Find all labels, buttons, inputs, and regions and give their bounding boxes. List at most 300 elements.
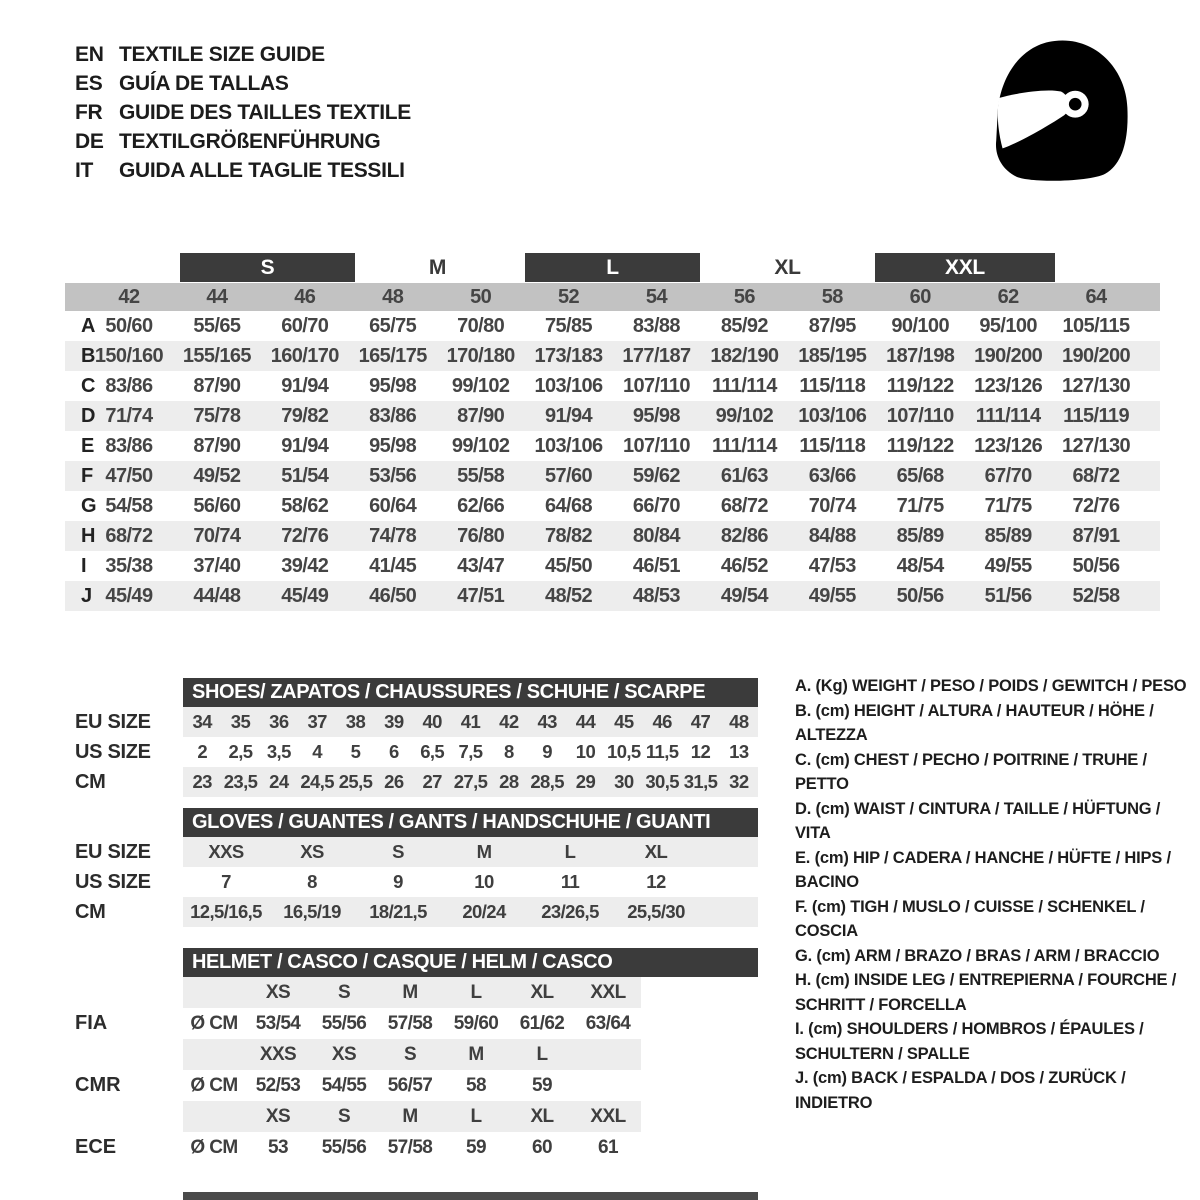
- size-row: [183, 707, 758, 737]
- size-value: 107/110: [622, 434, 690, 457]
- size-value: 72/76: [281, 524, 329, 547]
- size-value: 111/114: [711, 374, 777, 397]
- gloves-row-labels: [75, 837, 151, 927]
- table-row: [65, 491, 1160, 521]
- guide-title: TEXTILE SIZE GUIDE: [119, 42, 325, 66]
- size-value: 32: [729, 771, 749, 792]
- size-value: 57/60: [545, 464, 593, 487]
- size-value: 18/21,5: [369, 901, 427, 922]
- language-row: [75, 156, 411, 185]
- size-row: [183, 737, 758, 767]
- size-value: 71/74: [105, 404, 153, 427]
- size-label-xxl: XXL: [875, 253, 1055, 282]
- size-value: 59/62: [632, 464, 680, 487]
- size-value: 99/102: [451, 374, 510, 397]
- cutoff-section-bar: [183, 1192, 758, 1200]
- size-value: 9: [542, 741, 552, 762]
- size-value: 83/86: [105, 374, 153, 397]
- size-value: M: [476, 841, 492, 862]
- helmet-value: 55/56: [321, 1012, 367, 1034]
- size-label-l: L: [525, 253, 700, 282]
- guide-title: GUIDA ALLE TAGLIE TESSILI: [119, 158, 405, 182]
- helmet-value: 57/58: [387, 1136, 433, 1158]
- numeric-size: 46: [294, 285, 316, 308]
- helmet-value-row: [183, 1008, 641, 1039]
- size-value: 87/95: [808, 314, 856, 337]
- helmet-value: 56/57: [387, 1074, 433, 1096]
- size-value: 187/198: [886, 344, 955, 367]
- helmet-icon: [982, 28, 1140, 193]
- size-value: 10: [474, 871, 494, 892]
- size-value: 36: [269, 711, 289, 732]
- helmet-size: XXL: [590, 1105, 626, 1127]
- row-letter: D: [81, 404, 96, 427]
- helmet-size-row: [183, 977, 641, 1008]
- size-value: 72/76: [1072, 494, 1120, 517]
- helmet-size: S: [337, 981, 351, 1003]
- size-value: 6,5: [420, 741, 445, 762]
- size-value: 107/110: [886, 404, 954, 427]
- size-value: 49/54: [720, 584, 768, 607]
- size-value: 41/45: [369, 554, 417, 577]
- shoes-row-labels: [75, 707, 151, 797]
- helmet-size: XS: [265, 981, 291, 1003]
- size-value: 26: [384, 771, 404, 792]
- size-value: 65/68: [896, 464, 944, 487]
- size-value: 82/86: [720, 524, 768, 547]
- size-value: 8: [503, 741, 514, 762]
- size-value: 99/102: [451, 434, 510, 457]
- size-value: 68/72: [1072, 464, 1120, 487]
- shoes-section-header: SHOES/ ZAPATOS / CHAUSSURES / SCHUHE / SCARPE: [183, 678, 758, 707]
- size-value: 87/90: [457, 404, 505, 427]
- table-row: [65, 581, 1160, 611]
- language-row: [75, 40, 411, 69]
- helmet-size: S: [403, 1043, 417, 1065]
- size-value: 48/52: [545, 584, 593, 607]
- size-value: 11,5: [645, 741, 679, 762]
- size-value: 46: [652, 711, 672, 732]
- row-letter: F: [81, 464, 94, 487]
- size-value: XS: [300, 841, 324, 862]
- table-row: [65, 551, 1160, 581]
- size-value: 103/106: [534, 434, 603, 457]
- legend-item: F. (cm) TIGH / MUSLO / CUISSE / SCHENKEL / COSCIA: [795, 897, 1145, 940]
- size-value: 85/92: [720, 314, 768, 337]
- helmet-size: XL: [530, 981, 554, 1003]
- row-letter: E: [81, 434, 95, 457]
- size-value: 47: [690, 711, 711, 732]
- size-value: 49/52: [193, 464, 241, 487]
- size-value: 75/78: [193, 404, 241, 427]
- helmet-size-row: [183, 1101, 641, 1132]
- helmet-value-row: [183, 1132, 641, 1163]
- size-value: 3,5: [266, 741, 291, 762]
- size-value: 119/122: [886, 434, 954, 457]
- size-value: 70/80: [457, 314, 505, 337]
- size-value: 177/187: [622, 344, 691, 367]
- size-label-s: S: [180, 253, 355, 282]
- size-value: 46/51: [632, 554, 680, 577]
- size-value: 4: [312, 741, 322, 762]
- table-row: [65, 431, 1160, 461]
- size-value: 24,5: [300, 771, 334, 792]
- legend-item: J. (cm) BACK / ESPALDA / DOS / ZURÜCK / INDIETRO: [795, 1069, 1126, 1112]
- numeric-size: 60: [909, 285, 931, 308]
- size-value: 27: [422, 771, 442, 792]
- size-value: 20/24: [462, 901, 506, 922]
- size-value: 48/53: [632, 584, 680, 607]
- row-letter: G: [81, 494, 97, 517]
- size-value: 49/55: [984, 554, 1032, 577]
- helmet-value: 59/60: [453, 1012, 499, 1034]
- size-value: 173/183: [534, 344, 603, 367]
- numeric-size: 50: [470, 285, 492, 308]
- size-value: 45: [614, 711, 634, 732]
- size-value: 185/195: [798, 344, 867, 367]
- table-row: [65, 401, 1160, 431]
- numeric-size: 54: [645, 285, 667, 308]
- diameter-unit: Ø CM: [190, 1074, 238, 1096]
- spacer: [183, 977, 245, 1008]
- size-value: 23: [192, 771, 212, 792]
- helmet-size: XL: [530, 1105, 554, 1127]
- size-value: 49/55: [808, 584, 856, 607]
- standard-label: CMR: [75, 1074, 121, 1096]
- size-value: 46/52: [720, 554, 768, 577]
- legend-item: C. (cm) CHEST / PECHO / POITRINE / TRUHE / PETTO: [795, 750, 1147, 793]
- size-value: 48/54: [896, 554, 944, 577]
- size-value: 91/94: [281, 434, 329, 457]
- row-label: CM: [75, 770, 106, 793]
- size-value: 48: [729, 711, 749, 732]
- size-letter-band: [65, 253, 1160, 283]
- helmet-size: M: [402, 1105, 418, 1127]
- numeric-size: 64: [1085, 285, 1107, 308]
- legend-item: I. (cm) SHOULDERS / HOMBROS / ÉPAULES / SCHULTERN / SPALLE: [795, 1020, 1144, 1063]
- numeric-size-row: [65, 283, 1160, 311]
- size-value: 119/122: [886, 374, 954, 397]
- size-value: 75/85: [545, 314, 593, 337]
- size-value: 87/91: [1072, 524, 1120, 547]
- row-label: CM: [75, 900, 106, 923]
- size-value: 7: [221, 871, 231, 892]
- size-value: 39: [384, 711, 404, 732]
- language-code: FR: [75, 100, 103, 124]
- size-value: 45/50: [545, 554, 593, 577]
- size-value: 50/56: [1072, 554, 1120, 577]
- row-label: EU SIZE: [75, 710, 151, 733]
- helmet-value: 54/55: [321, 1074, 367, 1096]
- size-value: 23/26,5: [541, 901, 599, 922]
- legend-item: A. (Kg) WEIGHT / PESO / POIDS / GEWITCH / PESO: [795, 677, 1187, 695]
- gloves-size-table: [183, 837, 758, 927]
- row-letter: B: [81, 344, 96, 367]
- row-letter: J: [81, 584, 93, 607]
- size-value: 170/180: [446, 344, 515, 367]
- size-value: 76/80: [457, 524, 505, 547]
- size-value: 95/98: [369, 374, 417, 397]
- numeric-size: 58: [821, 285, 843, 308]
- size-row: [183, 867, 758, 897]
- size-value: 60/64: [369, 494, 417, 517]
- helmet-value: 61: [598, 1136, 618, 1158]
- spacer: [183, 1101, 245, 1132]
- size-value: 78/82: [545, 524, 593, 547]
- size-value: 68/72: [720, 494, 768, 517]
- size-value: 34: [192, 711, 212, 732]
- standard-label: FIA: [75, 1012, 108, 1034]
- size-value: 28,5: [530, 771, 564, 792]
- row-label: EU SIZE: [75, 840, 151, 863]
- helmet-size: S: [337, 1105, 351, 1127]
- numeric-size: 48: [382, 285, 404, 308]
- diameter-unit: Ø CM: [190, 1136, 238, 1158]
- size-value: 43: [537, 711, 557, 732]
- size-value: 40: [422, 711, 442, 732]
- size-value: 5: [350, 741, 361, 762]
- size-value: 83/86: [369, 404, 417, 427]
- size-value: 50/56: [896, 584, 944, 607]
- helmet-value: 63/64: [585, 1012, 631, 1034]
- table-row: [65, 371, 1160, 401]
- size-value: 30,5: [645, 771, 679, 792]
- size-value: 105/115: [1062, 314, 1130, 337]
- size-value: 65/75: [369, 314, 417, 337]
- size-value: 30: [614, 771, 634, 792]
- helmet-value: 52/53: [255, 1074, 301, 1096]
- size-value: 127/130: [1061, 434, 1131, 457]
- standard-label: ECE: [75, 1136, 117, 1158]
- size-value: 107/110: [622, 374, 690, 397]
- size-value: 115/119: [1063, 404, 1129, 427]
- size-value: 123/126: [974, 434, 1043, 457]
- size-value: 91/94: [281, 374, 329, 397]
- size-value: 47/51: [457, 584, 505, 607]
- helmet-size: M: [402, 981, 418, 1003]
- size-value: 68/72: [105, 524, 153, 547]
- size-value: 190/200: [974, 344, 1043, 367]
- size-value: 70/74: [808, 494, 856, 517]
- size-value: 99/102: [715, 404, 774, 427]
- size-value: 31,5: [683, 771, 718, 792]
- helmet-value: 60: [532, 1136, 552, 1158]
- size-value: 85/89: [896, 524, 944, 547]
- size-value: XXS: [208, 841, 244, 862]
- size-value: 27,5: [453, 771, 488, 792]
- table-row: [65, 311, 1160, 341]
- size-value: 63/66: [808, 464, 856, 487]
- size-value: 55/58: [457, 464, 505, 487]
- size-value: 51/54: [281, 464, 329, 487]
- textile-size-table: [65, 253, 1160, 611]
- helmet-size: XXL: [590, 981, 626, 1003]
- size-value: 2,5: [228, 741, 253, 762]
- numeric-size: 52: [558, 285, 580, 308]
- size-value: 91/94: [545, 404, 593, 427]
- size-value: 190/200: [1061, 344, 1131, 367]
- language-title-list: [75, 40, 411, 185]
- size-value: 103/106: [534, 374, 603, 397]
- size-value: 160/170: [270, 344, 339, 367]
- size-value: 25,5/30: [627, 901, 685, 922]
- size-value: 37/40: [193, 554, 241, 577]
- size-value: 35/38: [105, 554, 153, 577]
- size-value: 54/58: [105, 494, 153, 517]
- size-value: 2: [197, 741, 208, 762]
- helmet-value: 53: [268, 1136, 288, 1158]
- helmet-size-row: [183, 1039, 641, 1070]
- size-value: 58/62: [281, 494, 329, 517]
- size-value: 74/78: [369, 524, 417, 547]
- size-value: 182/190: [710, 344, 779, 367]
- size-value: 83/88: [632, 314, 680, 337]
- size-value: 42: [499, 711, 519, 732]
- helmet-size: XS: [265, 1105, 291, 1127]
- size-value: 47/53: [808, 554, 856, 577]
- size-value: 45/49: [281, 584, 329, 607]
- helmet-section-header: HELMET / CASCO / CASQUE / HELM / CASCO: [183, 948, 758, 977]
- gloves-section-header: GLOVES / GUANTES / GANTS / HANDSCHUHE / GUANTI: [183, 808, 758, 837]
- size-value: 60/70: [281, 314, 329, 337]
- size-value: 12,5/16,5: [190, 901, 262, 922]
- size-value: 95/100: [979, 314, 1037, 337]
- helmet-value: 53/54: [255, 1012, 301, 1034]
- size-value: 13: [729, 741, 749, 762]
- size-value: 46/50: [369, 584, 417, 607]
- language-row: [75, 98, 411, 127]
- size-value: 71/75: [984, 494, 1032, 517]
- size-row: [183, 837, 758, 867]
- numeric-size: 62: [997, 285, 1019, 308]
- size-value: 64/68: [545, 494, 593, 517]
- size-value: 10,5: [607, 741, 641, 762]
- helmet-size: L: [536, 1043, 548, 1065]
- size-value: 95/98: [369, 434, 417, 457]
- size-value: 24: [269, 771, 289, 792]
- size-label-xl: XL: [774, 255, 801, 279]
- size-value: 115/118: [799, 434, 866, 457]
- helmet-value-row: [183, 1070, 641, 1101]
- size-value: 35: [230, 711, 251, 732]
- numeric-size: 56: [733, 285, 755, 308]
- size-value: XL: [644, 841, 668, 862]
- guide-title: GUIDE DES TAILLES TEXTILE: [119, 100, 411, 124]
- table-row: [65, 521, 1160, 551]
- legend-item: D. (cm) WAIST / CINTURA / TAILLE / HÜFTUNG / VITA: [795, 799, 1161, 842]
- size-value: 62/66: [457, 494, 505, 517]
- legend-item: H. (cm) INSIDE LEG / ENTREPIERNA / FOURCHE / SCHRITT / FORCELLA: [795, 971, 1177, 1014]
- size-value: 44/48: [193, 584, 241, 607]
- row-label: US SIZE: [75, 740, 151, 763]
- size-value: 16,5/19: [283, 901, 341, 922]
- size-value: 67/70: [984, 464, 1032, 487]
- helmet-size: L: [470, 1105, 482, 1127]
- size-value: 127/130: [1061, 374, 1131, 397]
- size-value: 87/90: [193, 374, 241, 397]
- size-value: 90/100: [891, 314, 949, 337]
- size-value: 61/63: [720, 464, 768, 487]
- size-value: 66/70: [632, 494, 680, 517]
- size-value: 28: [499, 771, 519, 792]
- spacer: [183, 1039, 245, 1070]
- size-value: 71/75: [896, 494, 944, 517]
- size-value: 43/47: [457, 554, 505, 577]
- helmet-size: L: [470, 981, 482, 1003]
- helmet-standard-labels: [75, 977, 121, 1163]
- numeric-size: 44: [206, 285, 228, 308]
- guide-title: GUÍA DE TALLAS: [119, 71, 289, 95]
- size-value: 83/86: [105, 434, 153, 457]
- size-value: 95/98: [632, 404, 680, 427]
- size-value: 87/90: [193, 434, 241, 457]
- size-value: 23,5: [223, 771, 258, 792]
- helmet-value: 55/56: [321, 1136, 367, 1158]
- legend-item: G. (cm) ARM / BRAZO / BRAS / ARM / BRACCIO: [795, 946, 1160, 965]
- helmet-value: 58: [466, 1074, 486, 1096]
- helmet-size-table: [183, 977, 641, 1163]
- language-code: IT: [75, 158, 94, 182]
- size-value: 70/74: [193, 524, 241, 547]
- language-row: [75, 69, 411, 98]
- size-value: 111/114: [711, 434, 777, 457]
- diameter-unit: Ø CM: [190, 1012, 238, 1034]
- helmet-size: XS: [331, 1043, 357, 1065]
- size-value: 10: [575, 741, 596, 762]
- helmet-size: M: [468, 1043, 484, 1065]
- language-code: ES: [75, 71, 103, 95]
- legend-item: B. (cm) HEIGHT / ALTURA / HAUTEUR / HÖHE / ALTEZZA: [795, 701, 1154, 744]
- size-value: 6: [388, 741, 399, 762]
- size-row: [183, 767, 758, 797]
- size-value: 38: [345, 711, 366, 732]
- size-value: S: [392, 841, 404, 862]
- size-value: 165/175: [358, 344, 427, 367]
- size-row: [183, 897, 758, 927]
- row-letter: H: [81, 524, 96, 547]
- table-row: [65, 461, 1160, 491]
- row-letter: I: [81, 554, 87, 577]
- measurement-rows: [65, 311, 1160, 611]
- size-value: 11: [560, 871, 580, 892]
- size-value: 7,5: [458, 741, 483, 762]
- size-value: 12: [690, 741, 711, 762]
- size-value: 80/84: [632, 524, 680, 547]
- helmet-value: 59: [466, 1136, 486, 1158]
- size-value: 53/56: [369, 464, 417, 487]
- helmet-size: XXS: [259, 1043, 297, 1065]
- legend-item: E. (cm) HIP / CADERA / HANCHE / HÜFTE / HIPS / BACINO: [795, 848, 1171, 891]
- size-value: 155/165: [182, 344, 251, 367]
- size-value: 29: [575, 771, 596, 792]
- helmet-value: 61/62: [519, 1012, 565, 1034]
- size-label-m: M: [428, 255, 447, 279]
- row-letter: A: [81, 314, 96, 337]
- size-value: 84/88: [808, 524, 856, 547]
- size-value: 45/49: [105, 584, 153, 607]
- size-value: 47/50: [105, 464, 153, 487]
- size-value: 8: [307, 871, 317, 892]
- size-value: 85/89: [984, 524, 1032, 547]
- row-label: US SIZE: [75, 870, 151, 893]
- row-letter: C: [81, 374, 96, 397]
- helmet-value: 59: [532, 1074, 552, 1096]
- size-value: 9: [393, 871, 403, 892]
- size-value: 55/65: [193, 314, 241, 337]
- size-value: 12: [646, 871, 666, 892]
- size-value: 150/160: [94, 344, 163, 367]
- size-value: 79/82: [281, 404, 329, 427]
